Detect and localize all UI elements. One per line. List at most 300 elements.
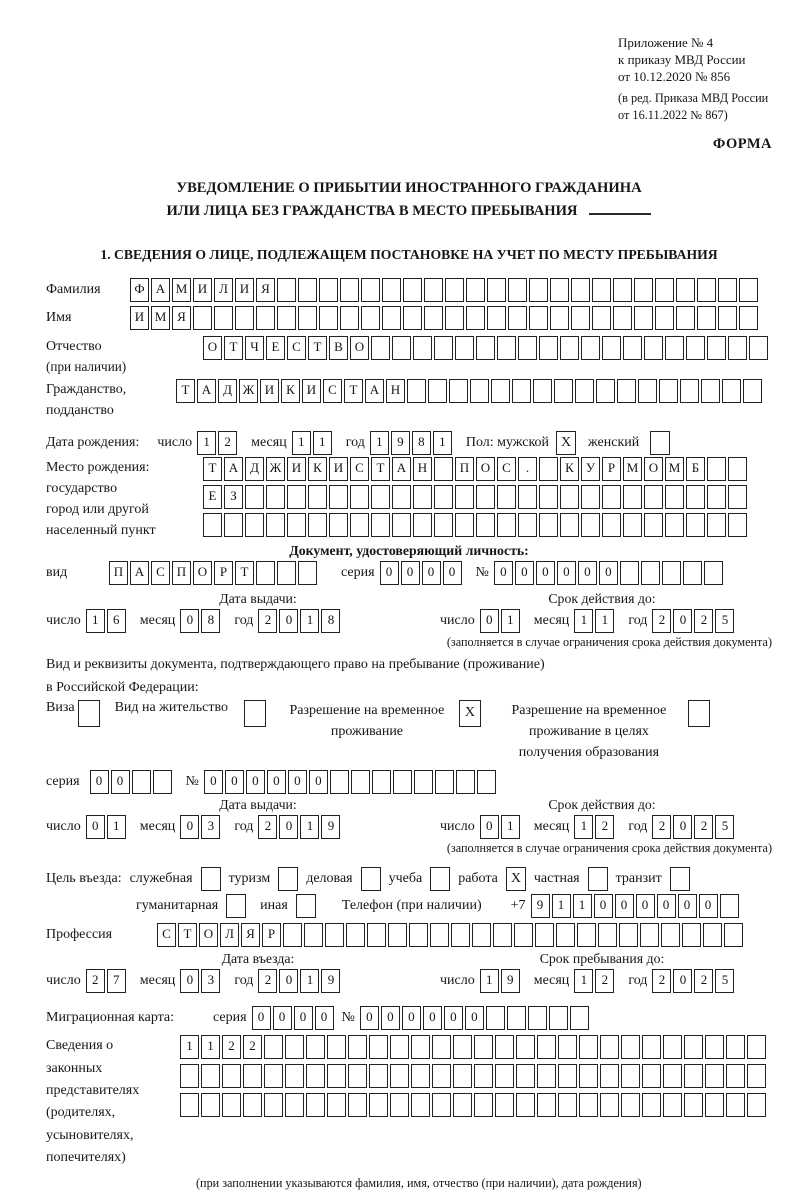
char-cell[interactable] <box>663 1093 682 1117</box>
char-cell[interactable]: 8 <box>201 609 220 633</box>
char-cell[interactable]: Т <box>308 336 327 360</box>
char-cell[interactable]: 1 <box>201 1035 220 1059</box>
char-cell[interactable] <box>634 278 653 302</box>
char-cell[interactable] <box>277 561 296 585</box>
char-cell[interactable] <box>623 336 642 360</box>
char-cell[interactable] <box>327 1064 346 1088</box>
char-cell[interactable] <box>575 379 594 403</box>
char-cell[interactable] <box>644 336 663 360</box>
char-cell[interactable] <box>683 561 702 585</box>
char-cell[interactable] <box>382 278 401 302</box>
char-cell[interactable] <box>340 306 359 330</box>
char-cell[interactable] <box>508 278 527 302</box>
char-cell[interactable]: 2 <box>652 609 671 633</box>
char-cell[interactable]: 0 <box>180 969 199 993</box>
char-cell[interactable]: С <box>350 457 369 481</box>
char-cell[interactable] <box>680 379 699 403</box>
char-cell[interactable] <box>600 1064 619 1088</box>
char-cell[interactable] <box>518 513 537 537</box>
char-cell[interactable] <box>392 336 411 360</box>
char-cell[interactable]: 9 <box>391 431 410 455</box>
char-cell[interactable]: 0 <box>699 894 718 918</box>
char-cell[interactable]: П <box>172 561 191 585</box>
char-cell[interactable]: 0 <box>678 894 697 918</box>
char-cell[interactable]: 5 <box>715 969 734 993</box>
char-cell[interactable] <box>411 1093 430 1117</box>
char-cell[interactable] <box>704 561 723 585</box>
purpose-official-checkbox[interactable] <box>201 867 221 891</box>
char-cell[interactable] <box>728 485 747 509</box>
char-cell[interactable]: 0 <box>315 1006 334 1030</box>
char-cell[interactable] <box>558 1035 577 1059</box>
char-cell[interactable] <box>455 485 474 509</box>
char-cell[interactable]: С <box>497 457 516 481</box>
char-cell[interactable] <box>430 923 449 947</box>
char-cell[interactable] <box>477 770 496 794</box>
char-cell[interactable] <box>390 1035 409 1059</box>
char-cell[interactable]: 1 <box>107 815 126 839</box>
char-cell[interactable]: 0 <box>657 894 676 918</box>
char-cell[interactable] <box>620 561 639 585</box>
char-cell[interactable] <box>224 513 243 537</box>
char-cell[interactable]: И <box>329 457 348 481</box>
char-cell[interactable] <box>434 485 453 509</box>
char-cell[interactable] <box>722 379 741 403</box>
char-cell[interactable] <box>684 1064 703 1088</box>
char-cell[interactable]: 8 <box>412 431 431 455</box>
char-cell[interactable] <box>703 923 722 947</box>
char-cell[interactable]: Н <box>386 379 405 403</box>
char-cell[interactable] <box>413 336 432 360</box>
char-cell[interactable] <box>348 1035 367 1059</box>
char-cell[interactable]: 2 <box>595 969 614 993</box>
char-cell[interactable] <box>266 513 285 537</box>
residence-permit-checkbox[interactable] <box>244 700 266 727</box>
char-cell[interactable] <box>623 513 642 537</box>
char-cell[interactable] <box>409 923 428 947</box>
char-cell[interactable] <box>491 379 510 403</box>
char-cell[interactable] <box>306 1064 325 1088</box>
char-cell[interactable] <box>327 1093 346 1117</box>
purpose-private-checkbox[interactable] <box>588 867 608 891</box>
char-cell[interactable]: К <box>281 379 300 403</box>
purpose-work-checkbox[interactable]: X <box>506 867 526 891</box>
char-cell[interactable] <box>453 1093 472 1117</box>
char-cell[interactable]: А <box>224 457 243 481</box>
char-cell[interactable] <box>222 1093 241 1117</box>
char-cell[interactable]: Я <box>172 306 191 330</box>
char-cell[interactable]: 1 <box>574 609 593 633</box>
char-cell[interactable]: 0 <box>594 894 613 918</box>
char-cell[interactable] <box>348 1064 367 1088</box>
char-cell[interactable]: И <box>193 278 212 302</box>
gender-male-checkbox[interactable]: X <box>556 431 576 455</box>
char-cell[interactable] <box>661 923 680 947</box>
char-cell[interactable]: В <box>329 336 348 360</box>
char-cell[interactable]: 2 <box>243 1035 262 1059</box>
char-cell[interactable] <box>579 1035 598 1059</box>
char-cell[interactable] <box>707 513 726 537</box>
char-cell[interactable] <box>613 306 632 330</box>
char-cell[interactable] <box>621 1035 640 1059</box>
char-cell[interactable]: И <box>260 379 279 403</box>
char-cell[interactable] <box>329 485 348 509</box>
char-cell[interactable]: К <box>560 457 579 481</box>
char-cell[interactable]: У <box>581 457 600 481</box>
char-cell[interactable] <box>382 306 401 330</box>
char-cell[interactable] <box>476 485 495 509</box>
char-cell[interactable]: 0 <box>273 1006 292 1030</box>
char-cell[interactable] <box>285 1035 304 1059</box>
purpose-business-checkbox[interactable] <box>361 867 381 891</box>
char-cell[interactable] <box>644 485 663 509</box>
char-cell[interactable] <box>256 561 275 585</box>
char-cell[interactable] <box>600 1093 619 1117</box>
char-cell[interactable]: 0 <box>423 1006 442 1030</box>
char-cell[interactable] <box>570 1006 589 1030</box>
char-cell[interactable] <box>539 336 558 360</box>
char-cell[interactable]: С <box>287 336 306 360</box>
char-cell[interactable] <box>180 1064 199 1088</box>
char-cell[interactable]: 0 <box>515 561 534 585</box>
char-cell[interactable] <box>655 278 674 302</box>
char-cell[interactable] <box>556 923 575 947</box>
char-cell[interactable] <box>449 379 468 403</box>
char-cell[interactable] <box>493 923 512 947</box>
char-cell[interactable] <box>507 1006 526 1030</box>
char-cell[interactable] <box>308 485 327 509</box>
char-cell[interactable]: О <box>193 561 212 585</box>
char-cell[interactable]: О <box>350 336 369 360</box>
char-cell[interactable] <box>642 1064 661 1088</box>
char-cell[interactable]: И <box>302 379 321 403</box>
char-cell[interactable] <box>277 306 296 330</box>
char-cell[interactable]: 0 <box>599 561 618 585</box>
char-cell[interactable]: 1 <box>300 969 319 993</box>
char-cell[interactable] <box>663 1035 682 1059</box>
char-cell[interactable] <box>445 278 464 302</box>
char-cell[interactable]: 8 <box>321 609 340 633</box>
char-cell[interactable] <box>640 923 659 947</box>
char-cell[interactable] <box>701 379 720 403</box>
char-cell[interactable] <box>537 1093 556 1117</box>
char-cell[interactable] <box>245 485 264 509</box>
char-cell[interactable] <box>413 513 432 537</box>
char-cell[interactable] <box>676 306 695 330</box>
purpose-tourism-checkbox[interactable] <box>278 867 298 891</box>
char-cell[interactable] <box>662 561 681 585</box>
char-cell[interactable] <box>613 278 632 302</box>
char-cell[interactable]: 0 <box>480 609 499 633</box>
char-cell[interactable] <box>371 513 390 537</box>
char-cell[interactable]: Я <box>241 923 260 947</box>
char-cell[interactable] <box>434 513 453 537</box>
char-cell[interactable] <box>266 485 285 509</box>
char-cell[interactable] <box>435 770 454 794</box>
char-cell[interactable] <box>497 336 516 360</box>
char-cell[interactable] <box>621 1064 640 1088</box>
char-cell[interactable]: 0 <box>401 561 420 585</box>
char-cell[interactable] <box>617 379 636 403</box>
char-cell[interactable] <box>319 306 338 330</box>
char-cell[interactable] <box>393 770 412 794</box>
char-cell[interactable]: Д <box>245 457 264 481</box>
char-cell[interactable]: 2 <box>694 815 713 839</box>
char-cell[interactable]: А <box>197 379 216 403</box>
char-cell[interactable] <box>634 306 653 330</box>
char-cell[interactable] <box>749 336 768 360</box>
char-cell[interactable] <box>665 485 684 509</box>
purpose-other-checkbox[interactable] <box>296 894 316 918</box>
char-cell[interactable] <box>340 278 359 302</box>
char-cell[interactable]: Ж <box>266 457 285 481</box>
char-cell[interactable] <box>330 770 349 794</box>
char-cell[interactable] <box>369 1093 388 1117</box>
char-cell[interactable] <box>445 306 464 330</box>
char-cell[interactable]: 0 <box>180 609 199 633</box>
char-cell[interactable] <box>571 306 590 330</box>
char-cell[interactable]: 7 <box>107 969 126 993</box>
char-cell[interactable] <box>686 336 705 360</box>
char-cell[interactable] <box>466 306 485 330</box>
char-cell[interactable] <box>665 336 684 360</box>
char-cell[interactable] <box>537 1064 556 1088</box>
char-cell[interactable]: Я <box>256 278 275 302</box>
temp-residence-checkbox[interactable]: X <box>459 700 481 727</box>
char-cell[interactable]: 0 <box>279 969 298 993</box>
char-cell[interactable]: 0 <box>557 561 576 585</box>
char-cell[interactable]: М <box>151 306 170 330</box>
char-cell[interactable]: 0 <box>402 1006 421 1030</box>
char-cell[interactable]: А <box>392 457 411 481</box>
char-cell[interactable]: 5 <box>715 815 734 839</box>
char-cell[interactable]: 1 <box>86 609 105 633</box>
char-cell[interactable] <box>560 336 579 360</box>
char-cell[interactable]: Ч <box>245 336 264 360</box>
char-cell[interactable]: П <box>455 457 474 481</box>
char-cell[interactable]: 2 <box>652 969 671 993</box>
char-cell[interactable] <box>642 1093 661 1117</box>
char-cell[interactable]: М <box>172 278 191 302</box>
char-cell[interactable]: Ж <box>239 379 258 403</box>
char-cell[interactable] <box>697 278 716 302</box>
char-cell[interactable] <box>508 306 527 330</box>
temp-residence-education-checkbox[interactable] <box>688 700 710 727</box>
char-cell[interactable]: 1 <box>574 969 593 993</box>
char-cell[interactable] <box>728 513 747 537</box>
char-cell[interactable] <box>516 1093 535 1117</box>
char-cell[interactable] <box>264 1035 283 1059</box>
char-cell[interactable] <box>642 1035 661 1059</box>
char-cell[interactable]: З <box>224 485 243 509</box>
char-cell[interactable] <box>560 513 579 537</box>
char-cell[interactable]: С <box>157 923 176 947</box>
char-cell[interactable]: 1 <box>573 894 592 918</box>
char-cell[interactable] <box>201 1064 220 1088</box>
char-cell[interactable]: 0 <box>443 561 462 585</box>
char-cell[interactable]: 0 <box>615 894 634 918</box>
char-cell[interactable]: Р <box>214 561 233 585</box>
char-cell[interactable]: Р <box>602 457 621 481</box>
char-cell[interactable] <box>434 457 453 481</box>
char-cell[interactable] <box>726 1035 745 1059</box>
char-cell[interactable] <box>602 513 621 537</box>
char-cell[interactable] <box>539 485 558 509</box>
char-cell[interactable] <box>487 306 506 330</box>
char-cell[interactable] <box>644 513 663 537</box>
char-cell[interactable] <box>497 513 516 537</box>
char-cell[interactable] <box>697 306 716 330</box>
char-cell[interactable] <box>390 1093 409 1117</box>
char-cell[interactable] <box>256 306 275 330</box>
char-cell[interactable]: Л <box>214 278 233 302</box>
char-cell[interactable] <box>512 379 531 403</box>
char-cell[interactable] <box>707 336 726 360</box>
char-cell[interactable] <box>558 1064 577 1088</box>
char-cell[interactable]: 0 <box>444 1006 463 1030</box>
char-cell[interactable] <box>474 1093 493 1117</box>
char-cell[interactable]: И <box>235 278 254 302</box>
char-cell[interactable] <box>623 485 642 509</box>
char-cell[interactable] <box>287 513 306 537</box>
char-cell[interactable]: 0 <box>225 770 244 794</box>
char-cell[interactable] <box>676 278 695 302</box>
char-cell[interactable] <box>455 336 474 360</box>
char-cell[interactable] <box>390 1064 409 1088</box>
char-cell[interactable]: . <box>518 457 537 481</box>
char-cell[interactable]: К <box>308 457 327 481</box>
char-cell[interactable]: О <box>199 923 218 947</box>
char-cell[interactable] <box>298 278 317 302</box>
char-cell[interactable] <box>432 1093 451 1117</box>
char-cell[interactable] <box>528 1006 547 1030</box>
char-cell[interactable] <box>243 1093 262 1117</box>
char-cell[interactable]: О <box>203 336 222 360</box>
char-cell[interactable] <box>351 770 370 794</box>
char-cell[interactable] <box>264 1064 283 1088</box>
char-cell[interactable] <box>514 923 533 947</box>
char-cell[interactable] <box>451 923 470 947</box>
char-cell[interactable]: Т <box>203 457 222 481</box>
char-cell[interactable] <box>203 513 222 537</box>
char-cell[interactable]: 0 <box>536 561 555 585</box>
char-cell[interactable] <box>369 1035 388 1059</box>
char-cell[interactable]: 0 <box>494 561 513 585</box>
char-cell[interactable]: 1 <box>501 609 520 633</box>
char-cell[interactable] <box>619 923 638 947</box>
char-cell[interactable] <box>424 306 443 330</box>
char-cell[interactable]: О <box>476 457 495 481</box>
char-cell[interactable]: А <box>130 561 149 585</box>
char-cell[interactable] <box>201 1093 220 1117</box>
char-cell[interactable] <box>369 1064 388 1088</box>
char-cell[interactable] <box>533 379 552 403</box>
char-cell[interactable] <box>537 1035 556 1059</box>
char-cell[interactable] <box>592 306 611 330</box>
char-cell[interactable] <box>132 770 151 794</box>
char-cell[interactable] <box>193 306 212 330</box>
char-cell[interactable] <box>577 923 596 947</box>
char-cell[interactable]: Т <box>344 379 363 403</box>
char-cell[interactable]: 2 <box>652 815 671 839</box>
char-cell[interactable] <box>372 770 391 794</box>
char-cell[interactable] <box>283 923 302 947</box>
char-cell[interactable] <box>180 1093 199 1117</box>
char-cell[interactable] <box>428 379 447 403</box>
char-cell[interactable] <box>497 485 516 509</box>
char-cell[interactable]: 1 <box>300 815 319 839</box>
char-cell[interactable] <box>747 1093 766 1117</box>
char-cell[interactable] <box>550 306 569 330</box>
char-cell[interactable] <box>529 306 548 330</box>
char-cell[interactable] <box>718 278 737 302</box>
char-cell[interactable] <box>600 1035 619 1059</box>
char-cell[interactable] <box>453 1064 472 1088</box>
char-cell[interactable]: 9 <box>531 894 550 918</box>
char-cell[interactable]: 2 <box>694 969 713 993</box>
char-cell[interactable]: П <box>109 561 128 585</box>
char-cell[interactable] <box>535 923 554 947</box>
char-cell[interactable] <box>686 513 705 537</box>
char-cell[interactable]: 9 <box>321 969 340 993</box>
char-cell[interactable] <box>663 1064 682 1088</box>
char-cell[interactable]: 2 <box>595 815 614 839</box>
char-cell[interactable] <box>655 306 674 330</box>
char-cell[interactable] <box>739 278 758 302</box>
char-cell[interactable] <box>621 1093 640 1117</box>
char-cell[interactable] <box>598 923 617 947</box>
visa-checkbox[interactable] <box>78 700 100 727</box>
char-cell[interactable]: 0 <box>288 770 307 794</box>
char-cell[interactable]: 1 <box>197 431 216 455</box>
char-cell[interactable] <box>495 1093 514 1117</box>
char-cell[interactable]: 0 <box>86 815 105 839</box>
char-cell[interactable] <box>222 1064 241 1088</box>
char-cell[interactable] <box>329 513 348 537</box>
char-cell[interactable] <box>592 278 611 302</box>
char-cell[interactable]: 0 <box>360 1006 379 1030</box>
char-cell[interactable]: Е <box>266 336 285 360</box>
char-cell[interactable]: М <box>665 457 684 481</box>
char-cell[interactable]: 1 <box>180 1035 199 1059</box>
char-cell[interactable] <box>361 278 380 302</box>
char-cell[interactable]: 2 <box>218 431 237 455</box>
char-cell[interactable]: 9 <box>321 815 340 839</box>
char-cell[interactable] <box>392 485 411 509</box>
char-cell[interactable]: 1 <box>595 609 614 633</box>
char-cell[interactable]: 1 <box>480 969 499 993</box>
char-cell[interactable] <box>325 923 344 947</box>
char-cell[interactable] <box>686 485 705 509</box>
char-cell[interactable] <box>724 923 743 947</box>
char-cell[interactable]: Н <box>413 457 432 481</box>
char-cell[interactable] <box>287 485 306 509</box>
char-cell[interactable]: 3 <box>201 815 220 839</box>
char-cell[interactable] <box>476 336 495 360</box>
char-cell[interactable] <box>549 1006 568 1030</box>
char-cell[interactable] <box>571 278 590 302</box>
char-cell[interactable]: 2 <box>258 815 277 839</box>
char-cell[interactable]: 2 <box>222 1035 241 1059</box>
char-cell[interactable]: 0 <box>204 770 223 794</box>
char-cell[interactable] <box>495 1064 514 1088</box>
char-cell[interactable] <box>306 1035 325 1059</box>
char-cell[interactable]: 2 <box>258 969 277 993</box>
char-cell[interactable]: 0 <box>279 815 298 839</box>
char-cell[interactable]: Р <box>262 923 281 947</box>
char-cell[interactable] <box>726 1064 745 1088</box>
char-cell[interactable]: 3 <box>201 969 220 993</box>
